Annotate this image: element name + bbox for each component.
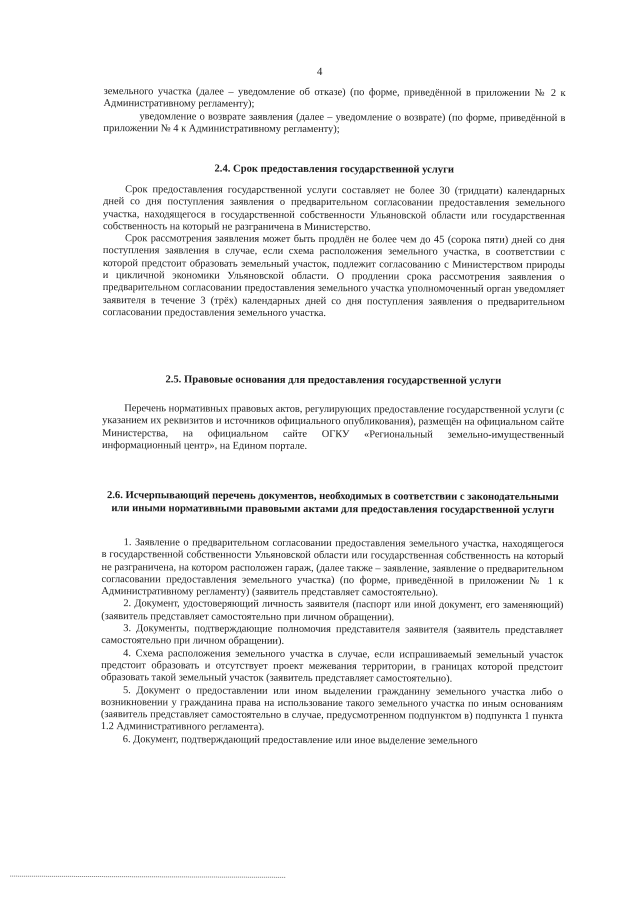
paragraph: 6. Документ, подтверждающий предоставление или иное выделение земельного: [122, 733, 478, 747]
paragraph: 2. Документ, удостоверяющий личность заявителя (паспорт или иной документ, его заменяющий) (заявитель представляет самостоятельно при личном обращении).: [101, 598, 564, 624]
text-block-2-6: [101, 537, 564, 748]
text-block-2-4: [103, 184, 566, 321]
paragraph: Перечень нормативных правовых актов, регулирующих предоставление государственной услуги (с указанием их реквизитов и источников официального опубликования), размещён на официальном сайте Министерства, на официальном сайте ОГКУ «Региональный земельно-имущественный информационный центр», на Едином портале.: [102, 403, 565, 452]
text-block-intro: [103, 86, 565, 137]
section-heading-2-5: 2.5. Правовые основания для предоставления государственной услуги: [165, 374, 502, 387]
paragraph: 1. Заявление о предварительном согласовании предоставления земельного участка, находящегося в государственной собственности Ульяновской области или государственная собственность на который не разграничена, на котором расположен гараж, (далее также – заявление, заявление о предварительном согласовании предоставления земельного участка) (по форме, приведённой в приложении № 1 к Административному регламенту) (заявитель представляет самостоятельно).: [101, 537, 564, 599]
paragraph: 5. Документ о предоставлении или ином выделении гражданину земельного участка либо о возникновении у гражданина права на использование такого земельного участка по иным основаниям (заявитель представляет самостоятельно в случае, предусмотренном подпунктом в) подпункта 1 пункта 1.2 Административного регламента).: [100, 684, 564, 734]
footer-rule: [10, 876, 285, 878]
paragraph: Срок предоставления государственной услуги составляет не более 30 (тридцати) календарных дней со дня поступления заявления о предварительном согласовании предоставления земельного участка, находящегося в государственной собственности Ульяновской области или государственная собственность на который не разграничена в Министерство.: [102, 184, 566, 234]
section-heading-2-4: 2.4. Срок предоставления государственной услуги: [214, 163, 455, 176]
paragraph: 3. Документы, подтверждающие полномочия представителя заявителя (заявитель представляет самостоятельно при личном обращении).: [101, 623, 564, 648]
paragraph: земельного участка (далее – уведомление об отказе) (по форме, приведённой в приложении № 2 к Административному регламенту);: [103, 86, 566, 111]
text-block-2-5: [102, 403, 564, 454]
paragraph: Срок рассмотрения заявления может быть продлён не более чем до 45 (сорока пяти) дней со дня поступления заявления в случае, если схема расположения земельного участка, в соответствии с которой предстоит образовать земельный участок, подлежит согласованию с Министерством природы и цикличной экономики Ульяновской области. О продлении срока рассмотрения заявления о предварительном согласовании предоставления земельного участка уполномоченный орган уведомляет заявителя в течение 3 (трёх) календарных дней со дня поступления заявления о предварительном согласовании предоставления земельного участка.: [102, 233, 565, 319]
paragraph: уведомление о возврате заявления (далее – уведомление о возврате) (по форме, приведённой в приложении № 4 к Административному регламенту);: [103, 110, 566, 135]
page-number: 4: [316, 65, 323, 79]
section-heading-2-6: 2.6. Исчерпывающий перечень документов, необходимых в соответствии с законодательными или иными нормативными правовыми актами для предоставления государственной услуги: [106, 490, 559, 516]
paragraph: 4. Схема расположения земельного участка в случае, если испрашиваемый земельный участок предстоит образовать и отсутствует проект межевания территории, в границах которой предстоит образовать такой земельный участок (заявитель представляет самостоятельно).: [101, 647, 564, 685]
